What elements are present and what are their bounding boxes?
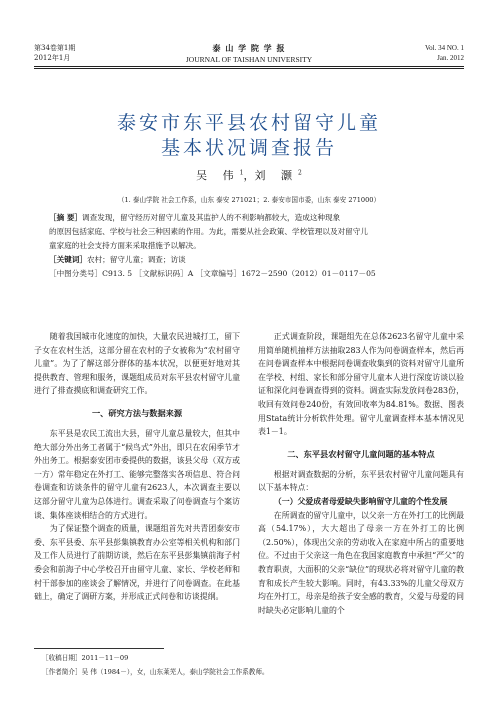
author-2: 刘 灏: [254, 169, 298, 182]
header-journal-en: JOURNAL OF TAISHAN UNIVERSITY: [185, 55, 313, 64]
author-1-affiliation-mark: 1: [239, 169, 244, 177]
header-journal-cn: 泰 山 学 院 学 报: [212, 43, 286, 53]
abstract-line1: [49, 211, 453, 225]
section2-heading: 二、东平县农村留守儿童问题的基本特点: [287, 448, 435, 459]
section1-paragraph-1: 东平县是农民工流出大县，留守儿童总量较大，但其中绝大部分外出务工者属于“候鸟式”外出，即只在农闲季节才外出务工。根据泰安团市委提供的数据，该县父母（双方或一方）常年稳定在外打工、能够完整落实各项信息、符合问卷调查和访谈条件的留守儿童有2623人，本次调查主要以这部分留守儿童为总体进行。调查采取了问卷调查与个案访谈、集体座谈相结合的方式进行。: [34, 428, 240, 520]
footnote-bio-text: 吴 伟（1984－），女，山东莱芜人，泰山学院社会工作系教师。: [81, 668, 269, 676]
abstract-text-3: 童家庭的社会支持方面来采取措施予以解决。: [49, 241, 201, 250]
subsection1-paragraph-1: 在所调查的留守儿童中，以父亲一方在外打工的比例最高（54.17%），大大超出了母亲一方在外打工的比例（2.50%），体现出父亲的劳动收入在家庭中所占的重要地位。不过由于父亲这一角色在我国家庭教育中承担“严父”的教育职责，大面积的父亲“缺位”的现状必将对留守儿童的教育和成长产生较大影响。同时，有43.33%的儿童父母双方均在外打工，母亲是给孩子安全感的教育，父爱与母爱的同时缺失必定影响儿童的个: [258, 510, 464, 615]
classification-line: ［中图分类号］C913. 5 ［文献标识码］A ［文章编号］1672－2590（2012）01－0117－05: [49, 269, 376, 278]
footnote-bio-label: ［作者简介］: [42, 668, 82, 676]
right-paragraph-1: 正式调查阶段，课题组先在总体2623名留守儿童中采用简单随机抽样方法抽取283人作为问卷调查样本，然后再在问卷调查样本中根据问卷调查收集到的资料对留守儿童所在学校、村组、家长和部分留守儿童本人进行深度访谈以验证和深化问卷调查得到的资料。调查实际发放问卷283份，收回有效问卷240份，有效回收率为84.81%。数据、图表用Stata统计分析软件处理。留守儿童调查样本基本情况见表1－1。: [258, 332, 464, 437]
left-column: [34, 330, 240, 604]
footnote-author-bio: [42, 666, 269, 679]
header-volume-cn: 第34卷第1期: [34, 44, 76, 52]
intro-paragraph: 随着我国城市化速度的加快，大量农民进城打工，留下子女在农村生活，这部分留在农村的子女被称为“农村留守儿童”。为了了解这部分群体的基本状况，以便更好地对其提供教育、管理和服务，课题组成员对东平县农村留守儿童进行了排查摸底和调查研究工作。: [34, 332, 240, 396]
abstract-block: [49, 211, 453, 281]
subsection1-heading: （一）父爱成者母爱缺失影响留守儿童的个性发展: [273, 496, 448, 506]
author-2-affiliation-mark: 2: [298, 169, 302, 177]
keywords: 农村；留守儿童；调查；访谈: [86, 255, 186, 264]
affiliation: （1. 泰山学院 社会工作系，山东 泰安 271021；2. 泰安市国市委，山东 泰安 271000）: [117, 196, 381, 204]
author-separator: ，: [243, 169, 255, 182]
abstract-text-1: 调查发现，留守经历对留守儿童及其监护人的不利影响都较大，造成这种现象: [82, 213, 341, 222]
right-column: [258, 330, 464, 617]
keywords-line: [49, 253, 453, 267]
header-date-en: Jan. 2012: [437, 54, 464, 62]
abstract-label: ［摘 要］: [49, 213, 83, 222]
paper-title-line1: 泰安市东平县农村留守儿童: [116, 112, 381, 134]
header-rule-bottom: [34, 68, 464, 69]
keywords-label: ［关键词］: [49, 255, 87, 264]
section1-heading: 一、研究方法与数据来源: [91, 407, 183, 418]
header-date-cn: 2012年1月: [34, 54, 71, 62]
header-rule-top: [34, 66, 464, 67]
section2-paragraph-1: 根据对调查数据的分析，东平县农村留守儿童问题具有以下基本特点：: [258, 469, 464, 493]
author-list: [0, 167, 498, 183]
abstract-text-2: 的原因包括家庭、学校与社会三种因素的作用。为此，需要从社会政策、学校管理以及对留守儿: [49, 227, 368, 236]
footnote-received: ［收稿日期］2011－11－09: [42, 654, 129, 662]
footnote-rule: [34, 648, 164, 649]
section1-paragraph-2: 为了保证整个调查的质量，课题组首先对共青团泰安市委、东平县委、东平县彭集镇教育办公室等相关机构和部门及工作人员进行了前期访谈，然后在东平县彭集镇前海子村委会和前海子中心学校召开由留守儿童、家长、学校老师和村干部参加的座谈会了解情况，并进行了问卷调查。在此基础上，确定了调研方案，并形成正式问卷和访谈提纲。: [34, 524, 240, 602]
paper-title-line2: 基本状况调查报告: [160, 137, 337, 159]
author-1: 吴 伟: [196, 169, 240, 182]
header-volume-en: Vol. 34 NO. 1: [425, 44, 464, 52]
